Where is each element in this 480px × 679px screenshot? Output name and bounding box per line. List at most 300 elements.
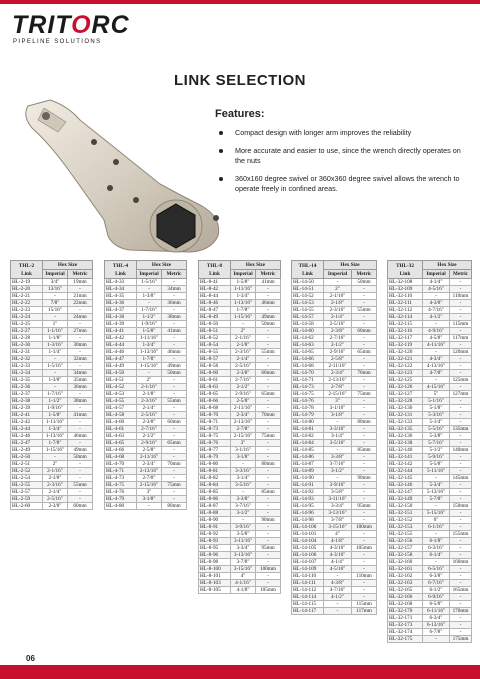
table-row (292, 545, 377, 552)
metric-cell: - (256, 496, 281, 503)
table-row (388, 608, 472, 615)
link-code-cell: HL-32-170 (388, 608, 423, 615)
imperial-header: Imperial (137, 270, 162, 279)
link-code-cell: HL-32-157 (388, 545, 423, 552)
metric-cell: - (68, 461, 93, 468)
link-code-cell: HL-8-55 (199, 349, 231, 356)
link-code-cell: HL-2-25 (11, 321, 43, 328)
link-code-cell: HL-14-58 (292, 321, 324, 328)
link-code-cell: HL-14-82 (292, 433, 324, 440)
metric-cell: - (450, 496, 472, 503)
table-row (388, 489, 472, 496)
table-row (11, 314, 93, 321)
metric-cell: 46mm (162, 349, 187, 356)
metric-cell: - (352, 496, 377, 503)
table-row (105, 440, 187, 447)
metric-cell: - (450, 384, 472, 391)
link-code-cell: HL-8-95 (199, 545, 231, 552)
imperial-cell: 1-5/16" (137, 279, 162, 286)
imperial-cell: 1-5/8" (43, 412, 68, 419)
link-code-cell: HL-8-58 (199, 363, 231, 370)
imperial-cell: 2-3/8" (137, 419, 162, 426)
imperial-cell: 1-11/16" (43, 419, 68, 426)
link-code-cell: HL-8-54 (199, 342, 231, 349)
imperial-cell: 1-1/2" (137, 314, 162, 321)
link-code-cell: HL-14-84 (292, 440, 324, 447)
imperial-cell: 2-1/4" (43, 489, 68, 496)
metric-cell: - (450, 433, 472, 440)
metric-cell: - (68, 419, 93, 426)
link-code-cell: HL-8-42 (199, 286, 231, 293)
metric-cell: - (256, 538, 281, 545)
metric-cell: - (256, 307, 281, 314)
table-model-name: THL-14 (298, 262, 317, 269)
link-code-cell: HL-14-98 (292, 517, 324, 524)
link-code-cell: HL-8-80 (199, 461, 231, 468)
link-code-cell: HL-32-163 (388, 580, 423, 587)
link-code-cell: HL-14-57 (292, 314, 324, 321)
metric-cell: - (256, 524, 281, 531)
link-code-cell: HL-8-63 (199, 384, 231, 391)
table-row (11, 468, 93, 475)
link-code-cell: HL-14-71 (292, 377, 324, 384)
table-row (199, 377, 281, 384)
metric-cell: 170mm (450, 608, 472, 615)
link-code-cell: HL-4-80 (105, 503, 137, 510)
table-row (11, 461, 93, 468)
imperial-cell: 2-3/8" (324, 328, 352, 335)
imperial-cell: - (324, 279, 352, 286)
link-code-cell: HL-8-96 (199, 552, 231, 559)
imperial-cell: 1-9/16" (43, 405, 68, 412)
imperial-cell: - (231, 517, 256, 524)
link-code-cell: HL-2-19 (11, 279, 43, 286)
imperial-cell: 2-13/16" (137, 468, 162, 475)
table-row (11, 405, 93, 412)
table-row (11, 307, 93, 314)
table-row (11, 426, 93, 433)
metric-cell: - (162, 342, 187, 349)
table-row (292, 307, 377, 314)
table-row (199, 419, 281, 426)
metric-cell: 160mm (450, 559, 472, 566)
metric-cell: - (450, 286, 472, 293)
imperial-cell: 2-5/8" (231, 398, 256, 405)
link-code-cell: HL-32-127 (388, 391, 423, 398)
imperial-cell: 2-1/4" (231, 356, 256, 363)
metric-cell: - (352, 566, 377, 573)
table-row (199, 468, 281, 475)
metric-cell: - (450, 468, 472, 475)
link-code-cell: HL-14-100 (292, 524, 324, 531)
table-row (388, 615, 472, 622)
table-row (199, 545, 281, 552)
link-code-cell: HL-4-70 (105, 461, 137, 468)
link-code-cell: HL-8-49 (199, 314, 231, 321)
metric-cell: - (450, 461, 472, 468)
imperial-cell: 2-3/16" (137, 398, 162, 405)
table-row (199, 293, 281, 300)
imperial-cell: 2-13/16" (324, 377, 352, 384)
table-row (199, 559, 281, 566)
link-code-cell: HL-8-92 (199, 531, 231, 538)
table-row (292, 426, 377, 433)
metric-cell: 117mm (450, 335, 472, 342)
link-code-cell: HL-2-32 (11, 356, 43, 363)
metric-cell: - (162, 475, 187, 482)
imperial-cell: 2-7/8" (231, 426, 256, 433)
table-row (292, 335, 377, 342)
metric-cell: - (352, 580, 377, 587)
table-row (292, 461, 377, 468)
metric-cell: 60mm (68, 503, 93, 510)
link-code-cell: HL-8-98 (199, 559, 231, 566)
link-code-cell: HL-32-125 (388, 377, 423, 384)
metric-cell: 38mm (68, 398, 93, 405)
imperial-cell: 3-1/4" (231, 475, 256, 482)
link-code-cell: HL-8-44 (199, 293, 231, 300)
link-code-cell: HL-14-76 (292, 398, 324, 405)
table-row (199, 566, 281, 573)
imperial-cell: 3-15/16" (324, 524, 352, 531)
imperial-cell: 6-9/16" (423, 594, 450, 601)
metric-cell: - (68, 307, 93, 314)
table-row (105, 328, 187, 335)
table-row (199, 482, 281, 489)
imperial-cell: 3-9/16" (231, 524, 256, 531)
table-row (105, 349, 187, 356)
link-code-cell: HL-14-73 (292, 384, 324, 391)
link-code-cell: HL-32-136 (388, 433, 423, 440)
imperial-cell: 3-7/16" (231, 503, 256, 510)
feature-item: Compact design with longer arm improves the reliability (215, 128, 470, 138)
table-row (388, 531, 472, 538)
imperial-cell: 1-13/16" (231, 300, 256, 307)
imperial-cell: 5-1/8" (423, 405, 450, 412)
metric-cell: - (162, 293, 187, 300)
link-code-cell: HL-4-76 (105, 489, 137, 496)
link-code-cell: HL-32-168 (388, 601, 423, 608)
link-code-cell: HL-32-109 (388, 286, 423, 293)
link-code-cell: HL-8-50 (199, 321, 231, 328)
metric-cell: - (352, 454, 377, 461)
link-code-cell: HL-32-135 (388, 426, 423, 433)
link-code-cell: HL-4-35 (105, 293, 137, 300)
imperial-cell: 6-1/2" (423, 587, 450, 594)
metric-cell: - (450, 615, 472, 622)
hex-size-header: Hex Size (137, 261, 187, 270)
imperial-cell: 4-1/2" (324, 594, 352, 601)
imperial-cell: 5-1/4" (423, 419, 450, 426)
table-model-header (199, 261, 231, 279)
imperial-cell: 4-13/16" (423, 363, 450, 370)
link-code-cell: HL-14-85 (292, 447, 324, 454)
imperial-cell: - (324, 447, 352, 454)
link-code-cell: HL-32-145 (388, 475, 423, 482)
imperial-cell: 2-3/8" (231, 370, 256, 377)
table-row (11, 482, 93, 489)
table-row (292, 300, 377, 307)
metric-cell: - (68, 405, 93, 412)
table-row (11, 356, 93, 363)
link-code-cell: HL-2-55 (11, 482, 43, 489)
link-code-cell: HL-14-92 (292, 489, 324, 496)
link-code-cell: HL-14-81 (292, 426, 324, 433)
table-row (292, 370, 377, 377)
table-row (199, 461, 281, 468)
imperial-cell: 2-1/8" (324, 300, 352, 307)
link-code-cell: HL-14-117 (292, 608, 324, 615)
table-row (388, 321, 472, 328)
imperial-cell: - (231, 461, 256, 468)
metric-cell: 115mm (352, 601, 377, 608)
imperial-cell: 2-1/16" (43, 468, 68, 475)
table-model-header (388, 261, 423, 279)
link-code-cell: HL-4-34 (105, 286, 137, 293)
imperial-cell: 6-13/16" (423, 622, 450, 629)
link-code-cell: HL-14-55 (292, 307, 324, 314)
metric-cell: - (352, 594, 377, 601)
link-code-cell: HL-4-68 (105, 454, 137, 461)
imperial-cell: 1-15/16" (43, 447, 68, 454)
imperial-cell: 5-7/8" (423, 496, 450, 503)
table-row (388, 391, 472, 398)
link-code-cell: HL-4-53 (105, 391, 137, 398)
table-row (105, 454, 187, 461)
imperial-cell: 2-9/16" (231, 391, 256, 398)
table-row (105, 489, 187, 496)
link-code-cell: HL-14-79 (292, 412, 324, 419)
imperial-cell: 3-5/16" (231, 482, 256, 489)
link-wrench-image (10, 96, 230, 256)
table-row (11, 342, 93, 349)
link-code-cell: HL-14-93 (292, 496, 324, 503)
metric-cell: - (256, 503, 281, 510)
table-row (388, 356, 472, 363)
link-table (104, 260, 187, 510)
table-row (105, 496, 187, 503)
features-title: Features: (215, 108, 265, 120)
metric-cell: - (352, 384, 377, 391)
imperial-cell: 2-3/4" (231, 412, 256, 419)
metric-cell: 55mm (256, 349, 281, 356)
table-row (292, 279, 377, 286)
link-code-cell: HL-14-91 (292, 482, 324, 489)
table-row (292, 559, 377, 566)
imperial-header: Imperial (423, 270, 450, 279)
table-row (388, 412, 472, 419)
link-code-cell: HL-4-60 (105, 419, 137, 426)
table-row (199, 349, 281, 356)
metric-cell: - (162, 433, 187, 440)
table-model-name: THL-8 (206, 262, 223, 269)
table-row (388, 440, 472, 447)
metric-cell: - (256, 363, 281, 370)
imperial-cell: 5-7/16" (423, 440, 450, 447)
link-code-cell: HL-14-51 (292, 286, 324, 293)
table-row (388, 384, 472, 391)
link-code-cell: HL-32-121 (388, 356, 423, 363)
metric-cell: - (450, 622, 472, 629)
link-code-cell: HL-32-115 (388, 321, 423, 328)
imperial-cell: 1-3/8" (43, 377, 68, 384)
link-code-cell: HL-32-117 (388, 335, 423, 342)
table-row (292, 503, 377, 510)
link-code-cell: HL-14-86 (292, 454, 324, 461)
link-code-cell: HL-14-75 (292, 391, 324, 398)
imperial-cell: 2-1/16" (137, 384, 162, 391)
link-code-cell: HL-14-96 (292, 510, 324, 517)
link-code-cell: HL-32-155 (388, 531, 423, 538)
imperial-cell: 5-15/16" (423, 510, 450, 517)
imperial-cell: 6-5/16" (423, 566, 450, 573)
metric-cell: - (352, 356, 377, 363)
link-code-cell: HL-4-41 (105, 328, 137, 335)
link-code-cell: HL-2-33 (11, 363, 43, 370)
metric-header: Metric (162, 270, 187, 279)
link-code-cell: HL-14-111 (292, 580, 324, 587)
imperial-cell: 3-1/8" (231, 454, 256, 461)
imperial-cell: 3" (324, 398, 352, 405)
table-row (105, 293, 187, 300)
metric-header: Metric (450, 270, 472, 279)
imperial-cell: 6-7/8" (423, 629, 450, 636)
metric-cell: - (352, 489, 377, 496)
imperial-cell: 2-7/8" (137, 475, 162, 482)
table-row (292, 531, 377, 538)
hex-size-header: Hex Size (43, 261, 93, 270)
imperial-cell: 1-9/16" (137, 321, 162, 328)
metric-cell: - (450, 356, 472, 363)
link-code-cell: HL-8-79 (199, 454, 231, 461)
imperial-cell: 5-3/8" (423, 433, 450, 440)
link-code-cell: HL-14-105 (292, 545, 324, 552)
metric-cell: - (352, 377, 377, 384)
imperial-cell: 5-1/2" (423, 447, 450, 454)
metric-cell: 150mm (450, 503, 472, 510)
imperial-cell: - (423, 349, 450, 356)
table-row (292, 321, 377, 328)
imperial-cell: 6-1/8" (423, 538, 450, 545)
link-code-cell: HL-14-66 (292, 356, 324, 363)
imperial-cell: 2-5/8" (137, 447, 162, 454)
table-row (105, 426, 187, 433)
metric-cell: - (450, 489, 472, 496)
metric-cell: 80mm (352, 419, 377, 426)
metric-cell: 117mm (352, 608, 377, 615)
link-code-cell: HL-32-141 (388, 454, 423, 461)
table-row (388, 517, 472, 524)
imperial-cell: 1-7/8" (137, 356, 162, 363)
link-code-cell: HL-32-108 (388, 279, 423, 286)
table-row (199, 328, 281, 335)
imperial-cell: 1-3/16" (43, 342, 68, 349)
link-code-cell: HL-4-51 (105, 377, 137, 384)
metric-cell: 115mm (450, 321, 472, 328)
link-code-cell: HL-8-101 (199, 573, 231, 580)
link-code-cell: HL-14-112 (292, 587, 324, 594)
imperial-cell: 2-1/8" (43, 475, 68, 482)
table-row (292, 286, 377, 293)
imperial-cell: 3-5/8" (324, 489, 352, 496)
metric-cell: - (450, 538, 472, 545)
metric-cell: - (256, 468, 281, 475)
metric-cell: - (352, 531, 377, 538)
link-code-cell: HL-4-49 (105, 363, 137, 370)
link-code-cell: HL-32-162 (388, 573, 423, 580)
metric-cell: 24mm (68, 314, 93, 321)
table-link-label: Link (302, 270, 313, 277)
imperial-cell: 2-3/4" (324, 370, 352, 377)
imperial-cell: 4-5/16" (423, 286, 450, 293)
link-code-cell: HL-32-110 (388, 293, 423, 300)
imperial-cell: 2-5/16" (231, 363, 256, 370)
link-code-cell: HL-4-63 (105, 433, 137, 440)
link-code-cell: HL-32-138 (388, 440, 423, 447)
table-row (11, 440, 93, 447)
table-row (388, 559, 472, 566)
link-code-cell: HL-4-37 (105, 307, 137, 314)
link-code-cell: HL-8-41 (199, 279, 231, 286)
link-code-cell: HL-14-63 (292, 342, 324, 349)
metric-cell: 75mm (162, 482, 187, 489)
table-row (388, 328, 472, 335)
imperial-cell: - (423, 503, 450, 510)
metric-cell: - (256, 573, 281, 580)
metric-cell: - (68, 335, 93, 342)
metric-cell: - (450, 412, 472, 419)
link-code-cell: HL-32-156 (388, 538, 423, 545)
table-row (105, 370, 187, 377)
link-code-cell: HL-4-46 (105, 349, 137, 356)
table-row (388, 279, 472, 286)
imperial-cell: 2-11/16" (137, 454, 162, 461)
table-row (199, 496, 281, 503)
table-row (292, 384, 377, 391)
metric-cell: - (352, 559, 377, 566)
metric-cell: 55mm (352, 307, 377, 314)
imperial-cell: - (43, 293, 68, 300)
metric-header: Metric (256, 270, 281, 279)
imperial-cell: 2-1/2" (324, 342, 352, 349)
link-code-cell: HL-32-112 (388, 307, 423, 314)
link-code-cell: HL-4-79 (105, 496, 137, 503)
table-row (292, 328, 377, 335)
metric-cell: - (352, 314, 377, 321)
imperial-cell: 2-1/2" (137, 433, 162, 440)
table-row (11, 496, 93, 503)
table-model-header (11, 261, 43, 279)
link-code-cell: HL-2-28 (11, 335, 43, 342)
table-row (388, 349, 472, 356)
table-row (199, 279, 281, 286)
imperial-cell: 2" (231, 328, 256, 335)
imperial-cell: 5-11/16" (423, 468, 450, 475)
imperial-cell: 2-5/16" (137, 412, 162, 419)
imperial-cell: 5-1/16" (423, 398, 450, 405)
metric-cell: 36mm (68, 384, 93, 391)
table-row (388, 461, 472, 468)
hex-size-header: Hex Size (231, 261, 281, 270)
link-code-cell: HL-4-42 (105, 335, 137, 342)
metric-cell: 90mm (256, 517, 281, 524)
link-table (10, 260, 93, 510)
table-row (199, 475, 281, 482)
table-row (388, 622, 472, 629)
table-row (11, 384, 93, 391)
metric-cell: - (162, 489, 187, 496)
table-row (388, 370, 472, 377)
